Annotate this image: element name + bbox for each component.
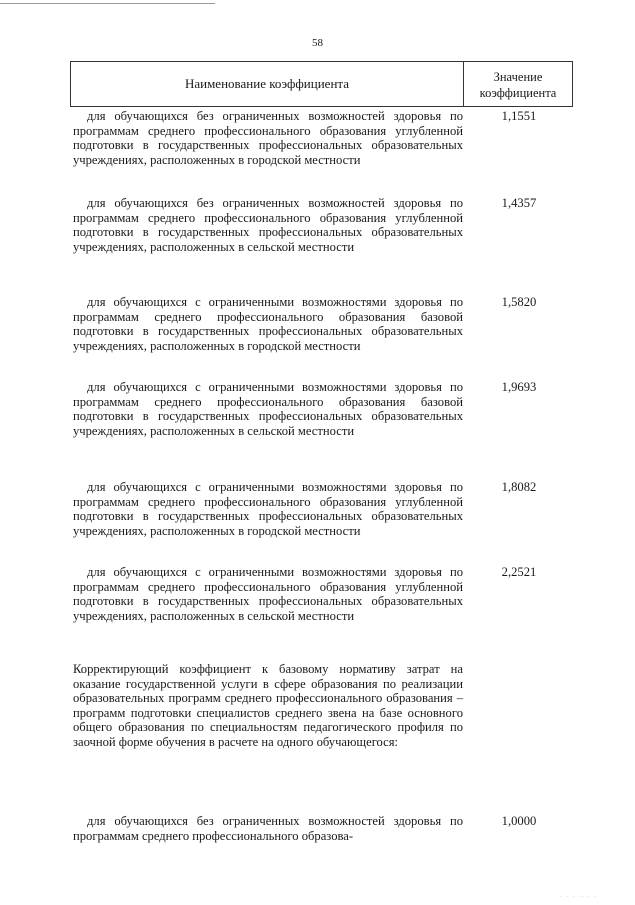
row-description: для обучающихся с ограниченными возможностями здоровья по программам среднего профессионального образования углубленной подготовки в государственных профессиональных образовательных учреждениях, расположенных в сельской местности: [73, 565, 463, 623]
header-coefficient-name: Наименование коэффициента: [184, 76, 350, 91]
section-heading-text: Корректирующий коэффициент к базовому нормативу затрат на оказание государственной услуги в сфере образования по реализации образовательных программ среднего профессионального образования – программ подготовки специалистов среднего звена на базе основного общего образования по специальностям педагогического профиля по заочной форме обучения в расчете на одного обучающегося:: [73, 662, 463, 749]
page-number: 58: [312, 37, 323, 49]
header-coefficient-value: Значение коэффициента: [479, 70, 557, 100]
row-value: 1,8082: [501, 480, 537, 494]
row-value: 1,0000: [501, 814, 537, 828]
row-description: для обучающихся без ограниченных возможностей здоровья по программам среднего профессионального образования углубленной подготовки в государственных профессиональных образовательных учреждениях, расположенных в городской местности: [73, 109, 463, 167]
row-value: 1,5820: [501, 295, 537, 309]
row-value: 2,2521: [501, 565, 537, 579]
row-description: для обучающихся с ограниченными возможностями здоровья по программам среднего профессионального образования базовой подготовки в государственных профессиональных образовательных учреждениях, расположенных в городской местности: [73, 295, 463, 353]
table-header: [70, 61, 573, 107]
row-description: для обучающихся с ограниченными возможностями здоровья по программам среднего профессионального образования базовой подготовки в государственных профессиональных образовательных учреждениях, расположенных в сельской местности: [73, 380, 463, 438]
row-value: 1,1551: [501, 109, 537, 123]
scan-edge-line: [0, 3, 215, 4]
row-description: для обучающихся без ограниченных возможностей здоровья по программам среднего профессионального образова-: [73, 814, 463, 843]
scan-noise-mark: · · · ·· · ·: [560, 893, 598, 901]
row-value: 1,4357: [501, 196, 537, 210]
row-value: 1,9693: [501, 380, 537, 394]
row-description: для обучающихся с ограниченными возможностями здоровья по программам среднего профессионального образования углубленной подготовки в государственных профессиональных образовательных учреждениях, расположенных в городской местности: [73, 480, 463, 538]
row-description: для обучающихся без ограниченных возможностей здоровья по программам среднего профессионального образования углубленной подготовки в государственных профессиональных образовательных учреждениях, расположенных в сельской местности: [73, 196, 463, 254]
